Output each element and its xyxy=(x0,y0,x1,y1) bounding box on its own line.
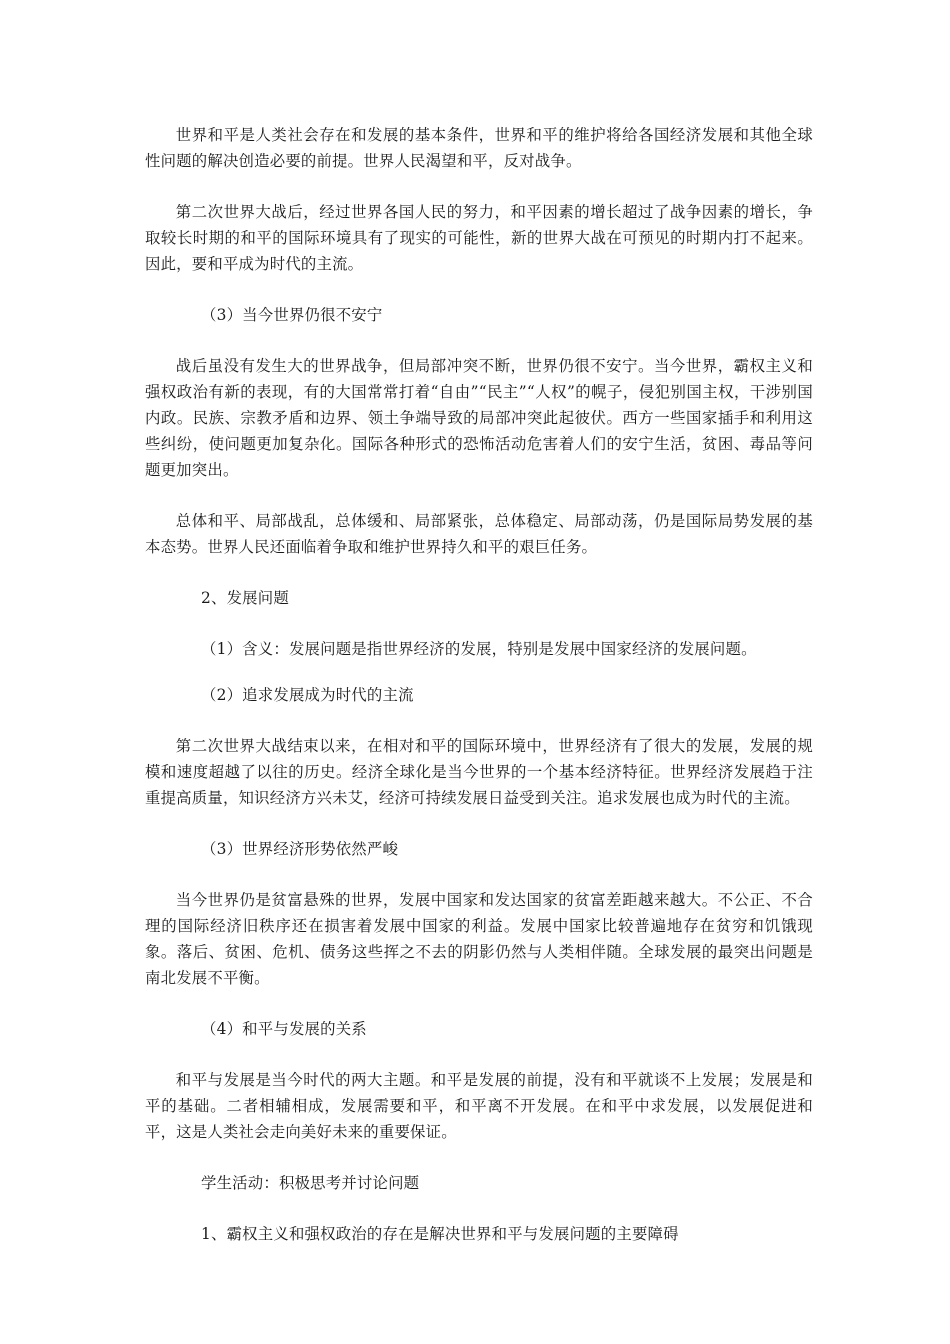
paragraph-economic-growth: 第二次世界大战结束以来，在相对和平的国际环境中，世界经济有了很大的发展，发展的规模和速度超越了以往的历史。经济全球化是当今世界的一个基本经济特征。世界经济发展趋于注重提高质量，知识经济方兴未艾，经济可持续发展日益受到关注。追求发展也成为时代的主流。 xyxy=(145,737,813,807)
paragraph-post-war-peace: 第二次世界大战后，经过世界各国人民的努力，和平因素的增长超过了战争因素的增长，争取较长时期的和平的国际环境具有了现实的可能性，新的世界大战在可预见的时期内打不起来。因此，要和平成为时代的主流。 xyxy=(145,203,813,273)
heading-development-issue: 2、发展问题 xyxy=(201,589,289,607)
heading-hegemonism-obstacle: 1、霸权主义和强权政治的存在是解决世界和平与发展问题的主要障碍 xyxy=(201,1225,679,1243)
paragraph-world-peace: 世界和平是人类社会存在和发展的基本条件，世界和平的维护将给各国经济发展和其他全球性问题的解决创造必要的前提。世界人民渴望和平，反对战争。 xyxy=(145,126,813,170)
paragraph-overall-situation: 总体和平、局部战乱，总体缓和、局部紧张，总体稳定、局部动荡，仍是国际局势发展的基本态势。世界人民还面临着争取和维护世界持久和平的艰巨任务。 xyxy=(145,512,813,556)
paragraph-wealth-gap: 当今世界仍是贫富悬殊的世界，发展中国家和发达国家的贫富差距越来越大。不公正、不合理的国际经济旧秩序还在损害着发展中国家的利益。发展中国家比较普遍地存在贫穷和饥饿现象。落后、贫困、危机、债务这些挥之不去的阴影仍然与人类相伴随。全球发展的最突出问题是南北发展不平衡。 xyxy=(145,891,813,987)
paragraph-local-conflicts: 战后虽没有发生大的世界战争，但局部冲突不断，世界仍很不安宁。当今世界，霸权主义和强权政治有新的表现，有的大国常常打着“自由”“民主”“人权”的幌子，侵犯别国主权，干涉别国内政。民族、宗教矛盾和边界、领土争端导致的局部冲突此起彼伏。西方一些国家插手和利用这些纠纷，使问题更加复杂化。国际各种形式的恐怖活动危害着人们的安宁生活，贫困、毒品等问题更加突出。 xyxy=(145,357,813,479)
heading-world-not-peaceful: （3）当今世界仍很不安宁 xyxy=(201,306,383,324)
heading-economic-situation: （3）世界经济形势依然严峻 xyxy=(201,840,399,858)
document-body xyxy=(145,122,813,1272)
heading-development-mainstream: （2）追求发展成为时代的主流 xyxy=(201,686,414,704)
heading-development-meaning: （1）含义：发展问题是指世界经济的发展，特别是发展中国家经济的发展问题。 xyxy=(201,640,757,658)
paragraph-two-themes: 和平与发展是当今时代的两大主题。和平是发展的前提，没有和平就谈不上发展；发展是和平的基础。二者相辅相成，发展需要和平，和平离不开发展。在和平中求发展，以发展促进和平，这是人类社会走向美好未来的重要保证。 xyxy=(145,1071,813,1141)
heading-peace-development-relation: （4）和平与发展的关系 xyxy=(201,1020,367,1038)
heading-student-activity: 学生活动：积极思考并讨论问题 xyxy=(201,1174,420,1192)
